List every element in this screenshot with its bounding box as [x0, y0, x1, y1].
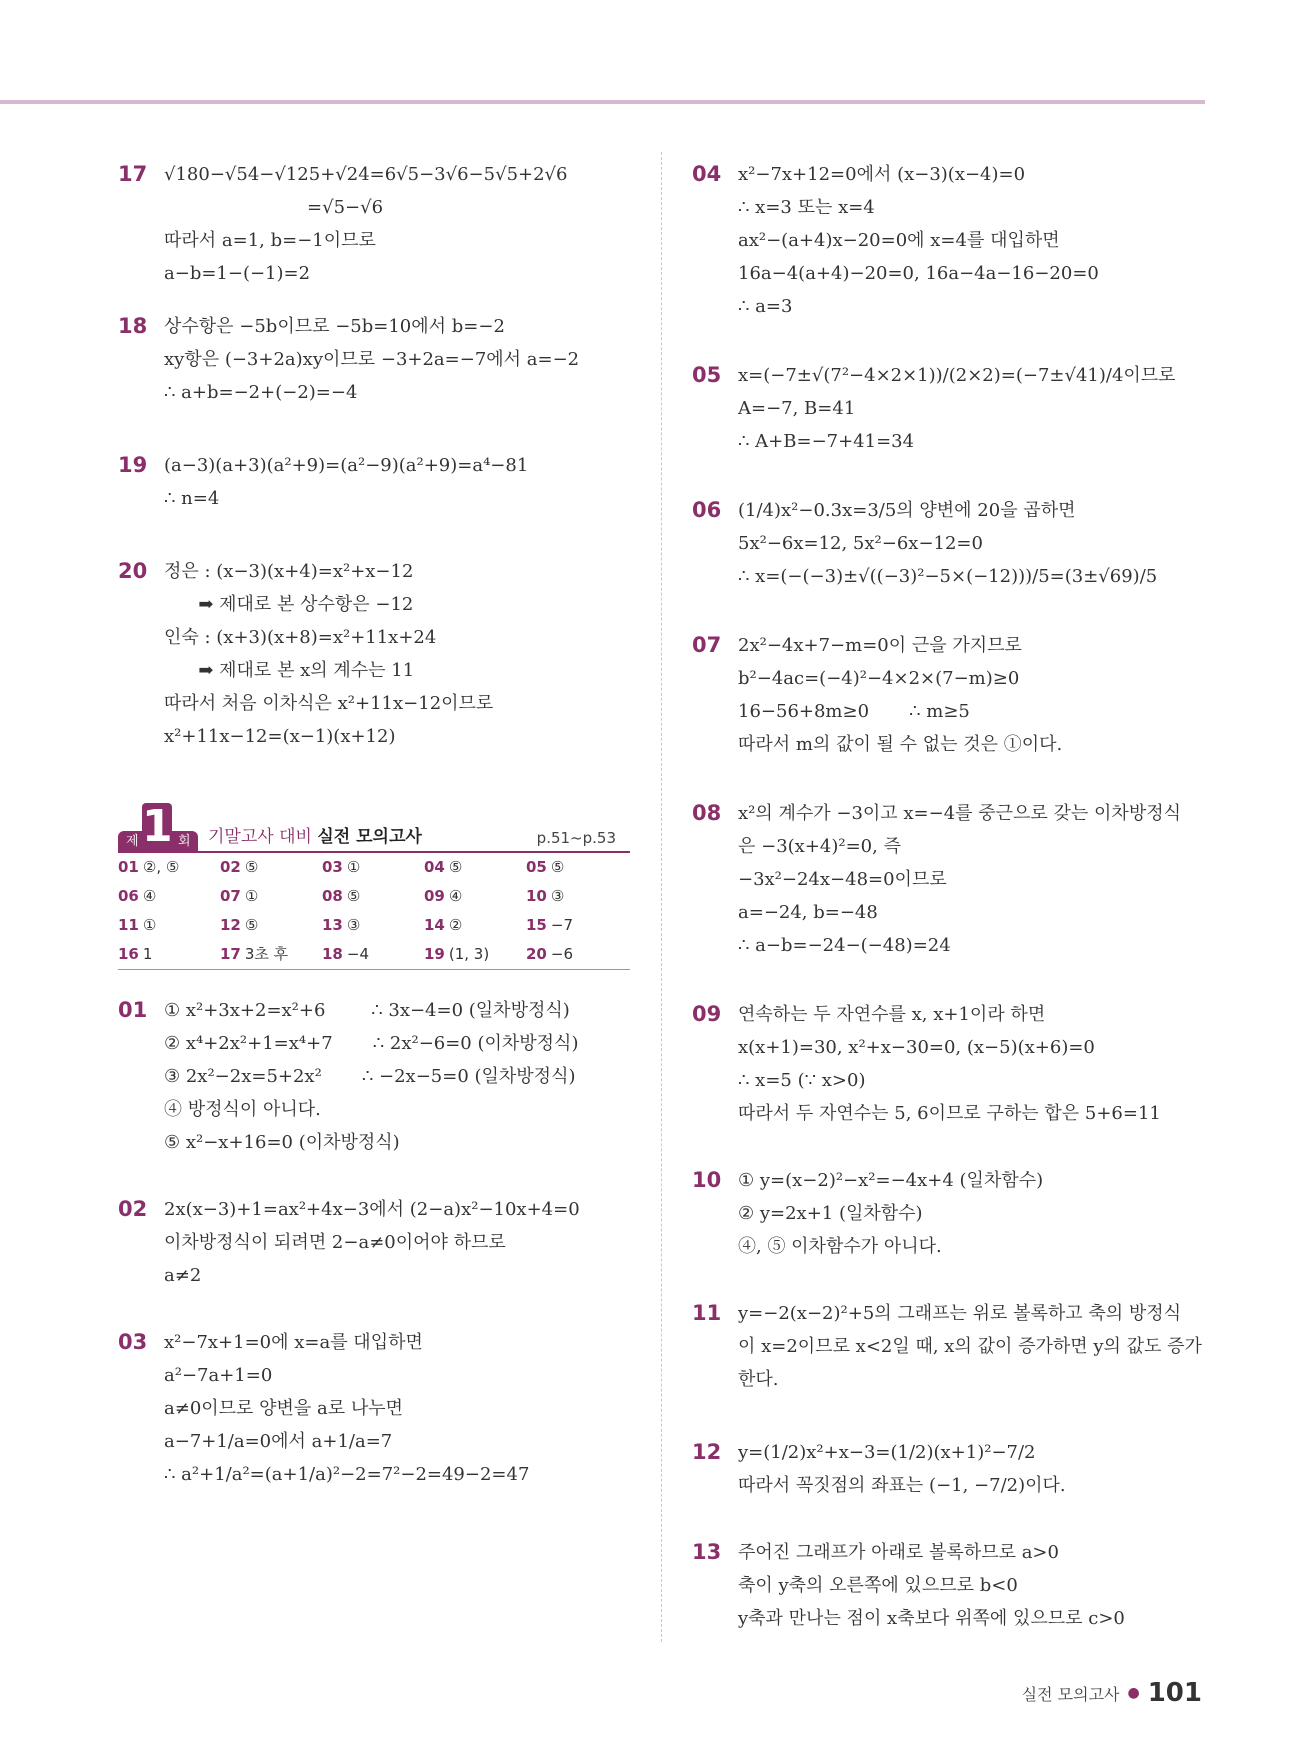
answer-item	[322, 911, 424, 940]
answer-number: 08	[322, 887, 343, 905]
answer-number: 10	[526, 887, 547, 905]
answer-value: ⑤	[346, 887, 361, 905]
answer-item	[220, 853, 322, 882]
problem-05	[692, 359, 1212, 458]
solution-line: 주어진 그래프가 아래로 볼록하므로 a>0	[738, 1542, 1059, 1563]
answer-value: 1	[142, 945, 153, 963]
problem-number: 07	[692, 633, 722, 657]
answer-key-title	[198, 822, 422, 851]
solution-line: x²의 계수가 −3이고 x=−4를 중근으로 갖는 이차방정식	[738, 803, 1181, 824]
answer-value: −4	[346, 945, 369, 963]
answer-item	[526, 940, 628, 969]
solution-line: √180−√54−√125+√24=6√5−3√6−5√5+2√6	[164, 164, 568, 185]
solution-line: y=(1/2)x²+x−3=(1/2)(x+1)²−7/2	[738, 1442, 1036, 1463]
round-suffix: 회	[178, 834, 191, 849]
problem-03	[118, 1326, 638, 1491]
problem-number: 01	[118, 998, 148, 1022]
answer-item	[220, 940, 322, 969]
answer-value: ③	[346, 916, 361, 934]
solution-line: a≠0이므로 양변을 a로 나누면	[164, 1398, 404, 1419]
solution-line: x²−7x+1=0에 x=a를 대입하면	[164, 1332, 423, 1353]
page-range: p.51~p.53	[536, 829, 616, 847]
answer-number: 20	[526, 945, 547, 963]
solution-line: a≠2	[164, 1265, 202, 1286]
left-problems-2	[118, 994, 638, 1491]
answer-value: ②, ⑤	[142, 858, 180, 876]
answer-number: 12	[220, 916, 241, 934]
problem-12	[692, 1436, 1212, 1502]
answer-value: ⑤	[550, 858, 565, 876]
answer-number: 05	[526, 858, 547, 876]
solution-line: x²−7x+12=0에서 (x−3)(x−4)=0	[738, 164, 1026, 185]
answer-item	[322, 940, 424, 969]
solution-line: ➡ 제대로 본 x의 계수는 11	[164, 660, 415, 681]
answer-value: ③	[550, 887, 565, 905]
answer-key-header	[118, 801, 630, 853]
answer-item	[526, 911, 628, 940]
problem-02	[118, 1193, 638, 1292]
solution-line: y축과 만나는 점이 x축보다 위쪽에 있으므로 c>0	[738, 1608, 1125, 1629]
solution-line: 상수항은 −5b이므로 −5b=10에서 b=−2	[164, 316, 505, 337]
title-main: 실전 모의고사	[317, 827, 422, 847]
problem-19	[118, 449, 638, 515]
solution-line: 16−56+8m≥0 ∴ m≥5	[738, 701, 970, 722]
solution-line: 따라서 꼭짓점의 좌표는 (−1, −7/2)이다.	[738, 1475, 1066, 1496]
problem-number: 04	[692, 162, 722, 186]
round-badge	[118, 803, 198, 851]
answer-number: 01	[118, 858, 139, 876]
title-sub: 기말고사 대비	[208, 827, 312, 847]
answer-number: 16	[118, 945, 139, 963]
answer-number: 14	[424, 916, 445, 934]
answer-number: 19	[424, 945, 445, 963]
solution-line: x=(−7±√(7²−4×2×1))/(2×2)=(−7±√41)/4이므로	[738, 365, 1176, 386]
answer-number: 17	[220, 945, 241, 963]
solution-line: 16a−4(a+4)−20=0, 16a−4a−16−20=0	[738, 263, 1099, 284]
answer-number: 18	[322, 945, 343, 963]
solution-line: a−7+1/a=0에서 a+1/a=7	[164, 1431, 393, 1452]
answer-grid	[118, 853, 630, 970]
problem-number: 12	[692, 1440, 722, 1464]
problem-11	[692, 1297, 1212, 1396]
answer-value: ⑤	[244, 858, 259, 876]
answer-number: 02	[220, 858, 241, 876]
solution-line: a=−24, b=−48	[738, 902, 878, 923]
answer-item	[220, 882, 322, 911]
round-number: 1	[142, 801, 173, 852]
page-number: 101	[1147, 1678, 1202, 1708]
problem-20	[118, 555, 638, 753]
answer-value: ④	[142, 887, 157, 905]
right-problems	[692, 158, 1212, 1635]
problem-number: 02	[118, 1197, 148, 1221]
solution-line: ① y=(x−2)²−x²=−4x+4 (일차함수)	[738, 1170, 1044, 1191]
solution-line: ① x²+3x+2=x²+6 ∴ 3x−4=0 (일차방정식)	[164, 1000, 570, 1021]
answer-item	[526, 882, 628, 911]
answer-value: ②	[448, 916, 463, 934]
bullet-icon: ●	[1127, 1685, 1140, 1701]
solution-line: 따라서 m의 값이 될 수 없는 것은 ①이다.	[738, 734, 1063, 755]
solution-line: 인숙 : (x+3)(x+8)=x²+11x+24	[164, 627, 437, 648]
solution-line: 정은 : (x−3)(x+4)=x²+x−12	[164, 561, 414, 582]
answer-item	[220, 911, 322, 940]
solution-line: ③ 2x²−2x=5+2x² ∴ −2x−5=0 (일차방정식)	[164, 1066, 576, 1087]
answer-value: ①	[244, 887, 259, 905]
solution-line: ④ 방정식이 아니다.	[164, 1099, 321, 1120]
solution-line: =√5−√6	[164, 197, 384, 218]
problem-number: 09	[692, 1002, 722, 1026]
solution-line: 한다.	[738, 1369, 779, 1390]
solution-line: ④, ⑤ 이차함수가 아니다.	[738, 1236, 942, 1257]
solution-line: A=−7, B=41	[738, 398, 856, 419]
solution-line: ⑤ x²−x+16=0 (이차방정식)	[164, 1132, 400, 1153]
solution-line: ∴ a=3	[738, 296, 793, 317]
solution-line: xy항은 (−3+2a)xy이므로 −3+2a=−7에서 a=−2	[164, 349, 580, 370]
solution-line: 이 x=2이므로 x<2일 때, x의 값이 증가하면 y의 값도 증가	[738, 1336, 1202, 1357]
answer-item	[424, 853, 526, 882]
right-column	[692, 158, 1212, 1635]
answer-item	[526, 853, 628, 882]
solution-line: a²−7a+1=0	[164, 1365, 273, 1386]
solution-line: ∴ x=5 (∵ x>0)	[738, 1070, 866, 1091]
solution-line: (a−3)(a+3)(a²+9)=(a²−9)(a²+9)=a⁴−81	[164, 455, 529, 476]
answer-value: (1, 3)	[448, 945, 490, 963]
problem-04	[692, 158, 1212, 323]
problem-number: 18	[118, 314, 148, 338]
problem-number: 05	[692, 363, 722, 387]
problem-07	[692, 629, 1212, 761]
problem-number: 10	[692, 1168, 722, 1192]
problem-18	[118, 310, 638, 409]
problem-number: 17	[118, 162, 148, 186]
solution-line: 5x²−6x=12, 5x²−6x−12=0	[738, 533, 983, 554]
answer-item	[118, 940, 220, 969]
solution-line: ∴ n=4	[164, 488, 220, 509]
solution-line: −3x²−24x−48=0이므로	[738, 869, 947, 890]
solution-line: x²+11x−12=(x−1)(x+12)	[164, 726, 396, 747]
page-footer	[1022, 1678, 1202, 1708]
solution-line: ➡ 제대로 본 상수항은 −12	[164, 594, 414, 615]
solution-line: 따라서 두 자연수는 5, 6이므로 구하는 합은 5+6=11	[738, 1103, 1161, 1124]
solution-line: b²−4ac=(−4)²−4×2×(7−m)≥0	[738, 668, 1020, 689]
solution-line: ∴ x=3 또는 x=4	[738, 197, 875, 218]
problem-06	[692, 494, 1212, 593]
solution-line: 따라서 a=1, b=−1이므로	[164, 230, 376, 251]
problem-number: 03	[118, 1330, 148, 1354]
answer-item	[118, 911, 220, 940]
solution-line: y=−2(x−2)²+5의 그래프는 위로 볼록하고 축의 방정식	[738, 1303, 1182, 1324]
solution-line: 이차방정식이 되려면 2−a≠0이어야 하므로	[164, 1232, 506, 1253]
solution-line: 2x²−4x+7−m=0이 근을 가지므로	[738, 635, 1022, 656]
answer-item	[322, 882, 424, 911]
problem-01	[118, 994, 638, 1159]
answer-number: 06	[118, 887, 139, 905]
solution-line: x(x+1)=30, x²+x−30=0, (x−5)(x+6)=0	[738, 1037, 1095, 1058]
footer-section: 실전 모의고사	[1021, 1684, 1120, 1704]
answer-key-box	[118, 801, 630, 970]
answer-item	[424, 940, 526, 969]
answer-item	[322, 853, 424, 882]
problem-13	[692, 1536, 1212, 1635]
left-column	[118, 158, 638, 1491]
answer-item	[424, 882, 526, 911]
problem-10	[692, 1164, 1212, 1263]
solution-line: ∴ a+b=−2+(−2)=−4	[164, 382, 358, 403]
solution-line: ∴ a²+1/a²=(a+1/a)²−2=7²−2=49−2=47	[164, 1464, 530, 1485]
answer-item	[118, 853, 220, 882]
problem-number: 19	[118, 453, 148, 477]
problem-09	[692, 998, 1212, 1130]
problem-number: 08	[692, 801, 722, 825]
problem-number: 13	[692, 1540, 722, 1564]
answer-number: 04	[424, 858, 445, 876]
answer-value: 3초 후	[244, 945, 289, 963]
solution-line: ② y=2x+1 (일차함수)	[738, 1203, 923, 1224]
answer-number: 07	[220, 887, 241, 905]
answer-value: ①	[142, 916, 157, 934]
problem-number: 11	[692, 1301, 722, 1325]
answer-value: −6	[550, 945, 573, 963]
solution-line: 따라서 처음 이차식은 x²+11x−12이므로	[164, 693, 494, 714]
answer-value: ①	[346, 858, 361, 876]
solution-line: 2x(x−3)+1=ax²+4x−3에서 (2−a)x²−10x+4=0	[164, 1199, 580, 1220]
answer-value: ⑤	[448, 858, 463, 876]
solution-line: (1/4)x²−0.3x=3/5의 양변에 20을 곱하면	[738, 500, 1076, 521]
left-problems	[118, 158, 638, 753]
answer-number: 13	[322, 916, 343, 934]
solution-line: ∴ A+B=−7+41=34	[738, 431, 915, 452]
solution-line: ax²−(a+4)x−20=0에 x=4를 대입하면	[738, 230, 1060, 251]
answer-value: ④	[448, 887, 463, 905]
solution-line: ∴ x=(−(−3)±√((−3)²−5×(−12)))/5=(3±√69)/5	[738, 566, 1158, 587]
problem-17	[118, 158, 638, 290]
answer-item	[118, 882, 220, 911]
answer-item	[424, 911, 526, 940]
answer-value: −7	[550, 916, 573, 934]
round-prefix: 제	[126, 834, 139, 849]
column-divider	[661, 152, 662, 1642]
problem-08	[692, 797, 1212, 962]
top-rule	[0, 100, 1205, 104]
answer-value: ⑤	[244, 916, 259, 934]
answer-number: 03	[322, 858, 343, 876]
solution-line: ∴ a−b=−24−(−48)=24	[738, 935, 951, 956]
answer-number: 15	[526, 916, 547, 934]
solution-line: 연속하는 두 자연수를 x, x+1이라 하면	[738, 1004, 1046, 1025]
solution-line: 은 −3(x+4)²=0, 즉	[738, 836, 901, 857]
solution-line: 축이 y축의 오른쪽에 있으므로 b<0	[738, 1575, 1018, 1596]
solution-line: ② x⁴+2x²+1=x⁴+7 ∴ 2x²−6=0 (이차방정식)	[164, 1033, 579, 1054]
solution-line: a−b=1−(−1)=2	[164, 263, 311, 284]
answer-number: 09	[424, 887, 445, 905]
answer-number: 11	[118, 916, 139, 934]
problem-number: 20	[118, 559, 148, 583]
problem-number: 06	[692, 498, 722, 522]
